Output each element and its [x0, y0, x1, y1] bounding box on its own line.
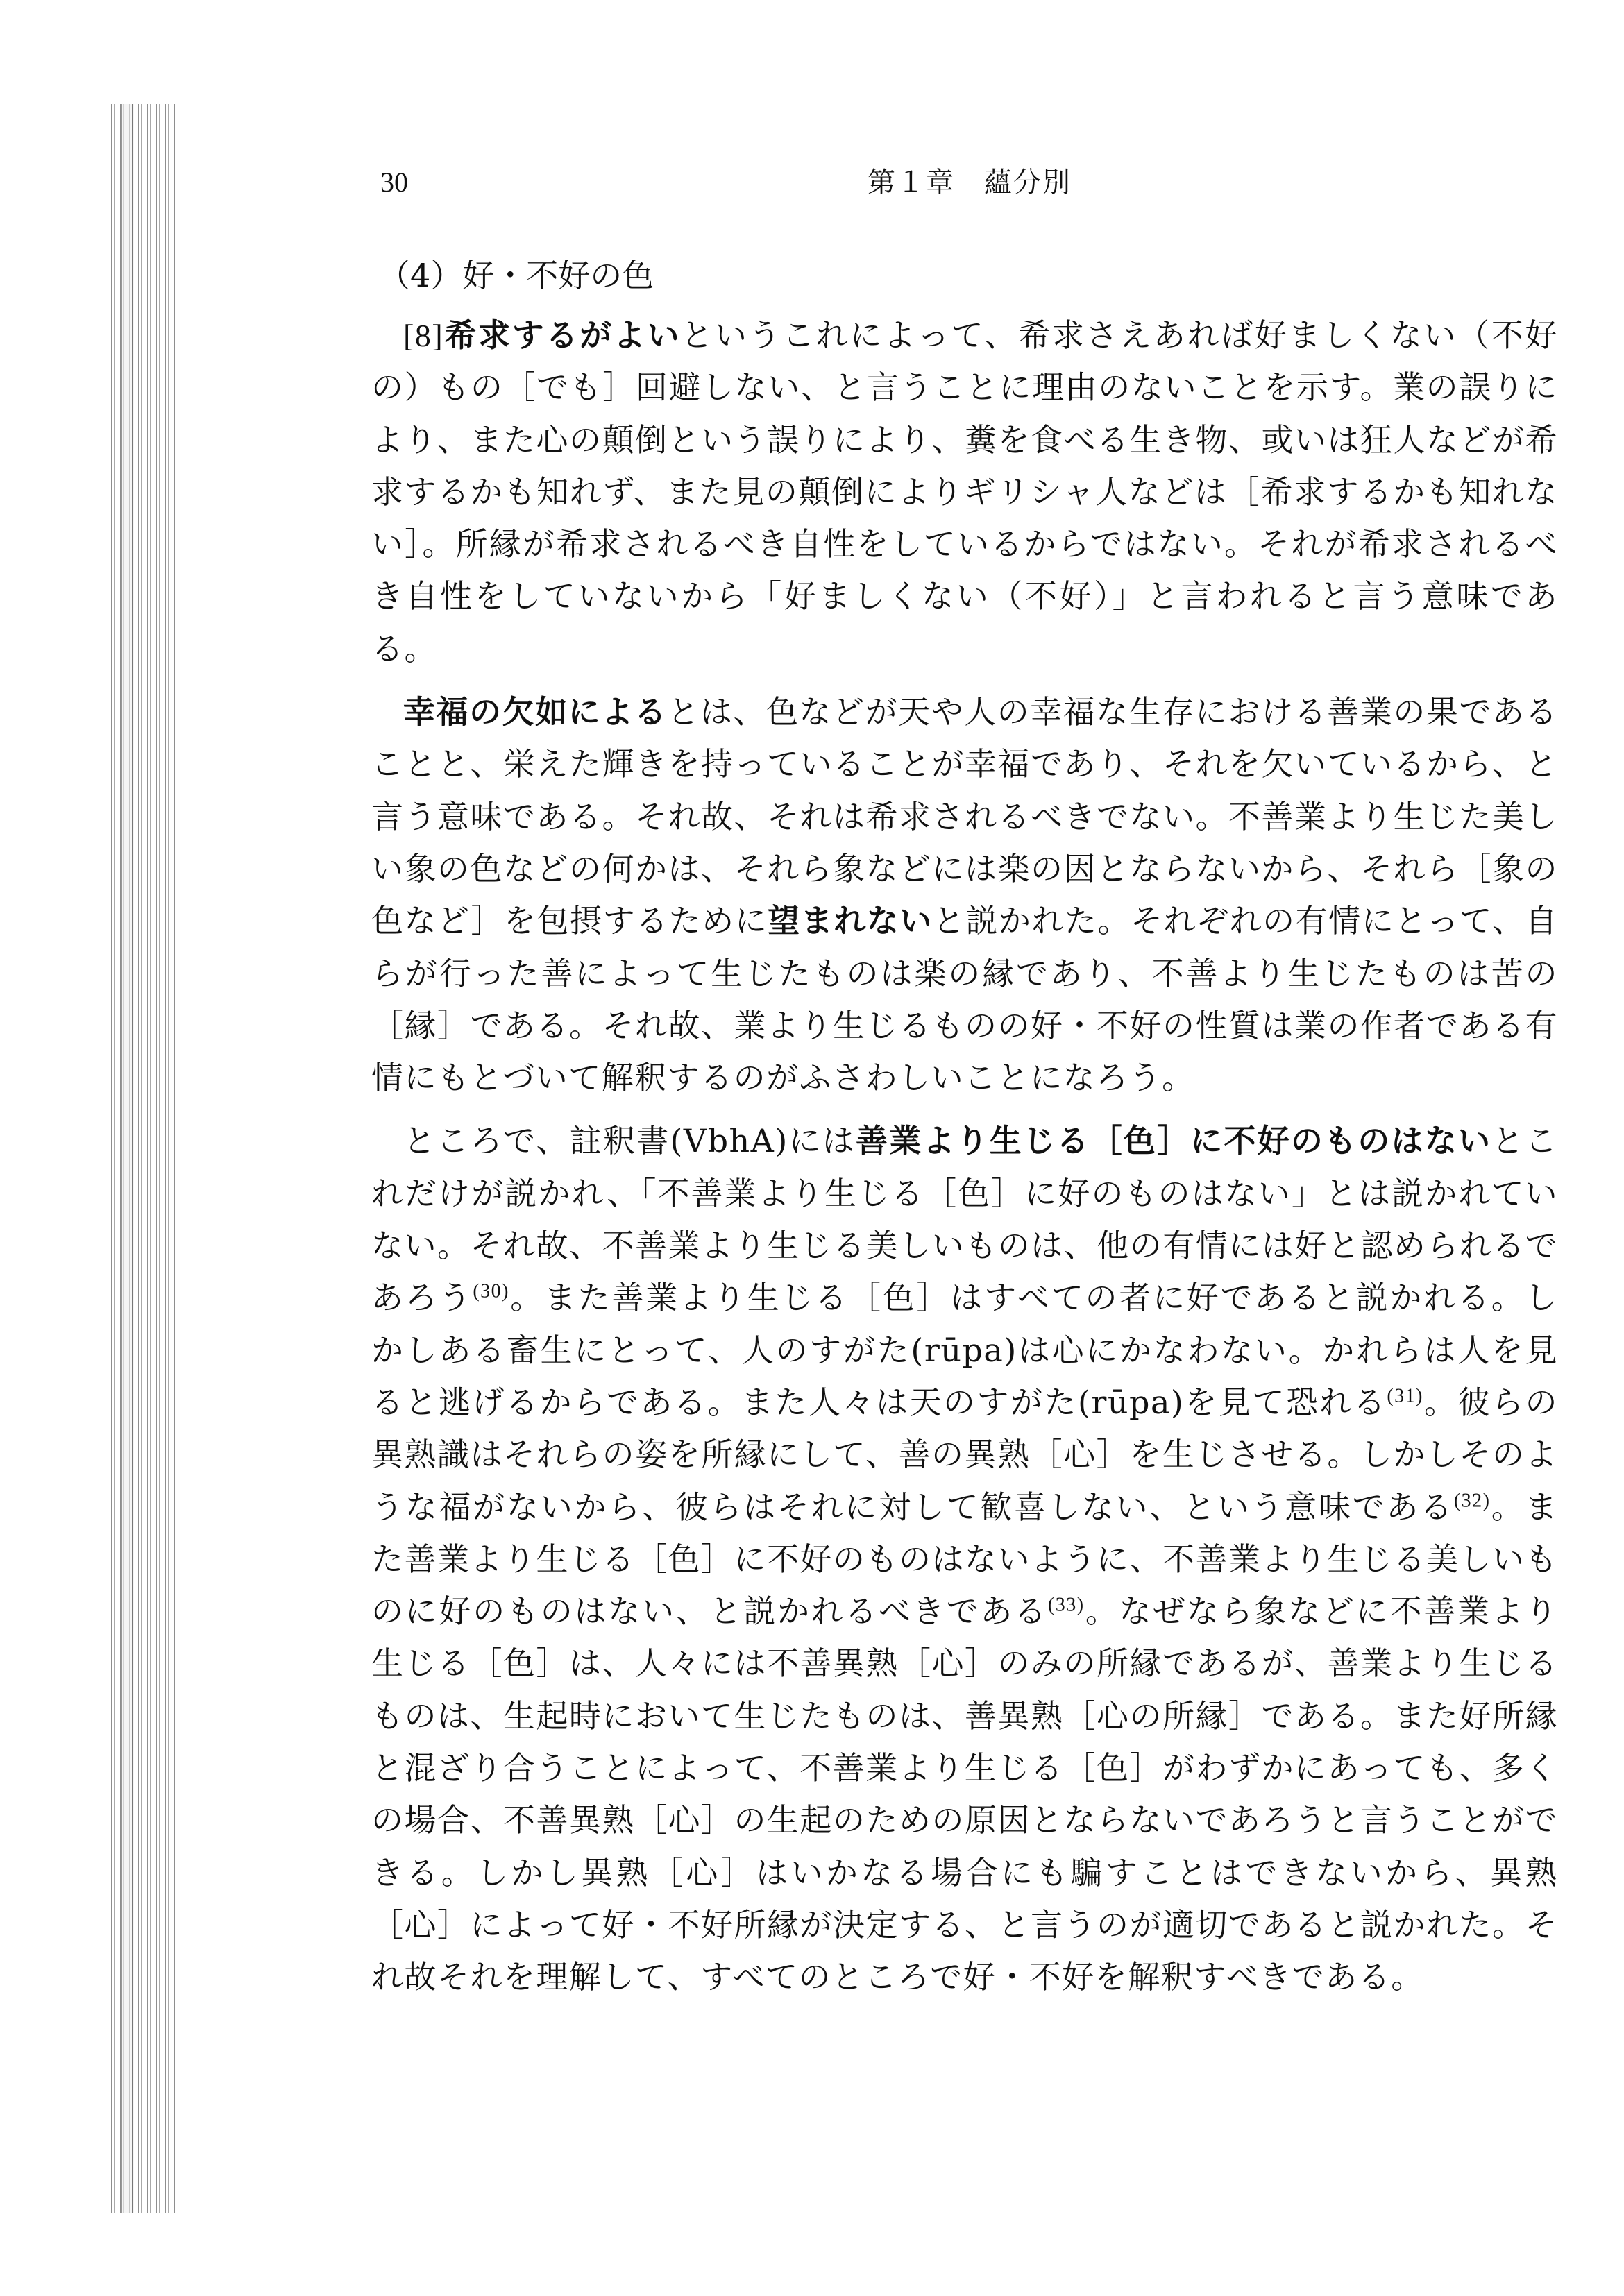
paragraph: [371, 1115, 1558, 2003]
footnote-ref[interactable]: (30): [473, 1281, 509, 1303]
paragraph: [371, 686, 1558, 1104]
paragraph-text: ところで、註釈書(VbhA)には: [403, 1122, 856, 1160]
paragraph: [371, 309, 1558, 675]
page-header: [0, 162, 1624, 210]
paragraph-text: 。また善業より生じる［色］はすべての者に好であると説かれる。しかしある畜生にとって、人のすがた(rūpa)は心にかなわない。かれらは人を見ると逃げるからである。また人々は天のすがた(rūpa)を見て恐れる: [371, 1279, 1558, 1421]
section-heading: （4）好・不好の色: [378, 257, 654, 294]
lemma-bold: 望まれない: [768, 902, 933, 940]
footnote-ref[interactable]: (32): [1453, 1490, 1491, 1512]
lemma-bold: 善業より生じる［色］に不好のものはない: [856, 1122, 1492, 1160]
scan-gutter-shadow: [121, 104, 134, 2213]
footnote-ref[interactable]: (33): [1047, 1594, 1085, 1616]
paragraph-text: 。彼らの異熟識はそれらの姿を所縁にして、善の異熟［心］を生じさせる。しかしそのような福がないから、彼らはそれに対して歓喜しない、という意味である: [371, 1383, 1559, 1526]
paragraph-text: 。なぜなら象などに不善業より生じる［色］は、人々には不善異熟［心］のみの所縁であるが、善業より生じるものは、生起時において生じたものは、善異熟［心の所縁］である。また好所縁と混ざり合うことによって、不善業より生じる［色］がわずかにあっても、多くの場合、不善異熟［心］の生起のための原因とならないであろうと言うことができる。しかし異熟［心］はいかなる場合にも騙すことはできないから、異熟［心］によって好・不好所縁が決定する、と言うのが適切であると説かれた。それ故それを理解して、すべてのところで好・不好を解釈すべきである。: [371, 1592, 1559, 1996]
footnote-ref[interactable]: (31): [1387, 1385, 1424, 1407]
page-number: 30: [380, 167, 408, 198]
paragraph-text: とは、色などが天や人の幸福な生存における善業の果であることと、栄えた輝きを持っていることが幸福であり、それを欠いているから、と言う意味である。それ故、それは希求されるべきでない。不善業より生じた美しい象の色などの何かは、それら象などには楽の因とならないから、それら［象の色など］を包摂するために: [371, 693, 1559, 940]
page-body: [371, 244, 1558, 2004]
running-head: 第１章 蘊分別: [868, 167, 1072, 198]
paragraph-text: とこれだけが説かれ、「不善業より生じる［色］に好のものはない」とは説かれていない。それ故、不善業より生じる美しいものは、他の有情には好と認められるであろう: [371, 1122, 1559, 1317]
paragraph-text: 。また善業より生じる［色］に不好のものはないように、不善業より生じる美しいものに好のものはない、と説かれるべきである: [371, 1488, 1559, 1631]
paragraph-text: というこれによって、希求さえあれば好ましくない（不好の）もの［でも］回避しない、と言うことに理由のないことを示す。業の誤りにより、また心の顛倒という誤りにより、糞を食べる生き物、或いは狂人などが希求するかも知れず、また見の顛倒によりギリシャ人などは［希求するかも知れない］。所縁が希求されるべき自性をしているからではない。それが希求されるべき自性をしていないから「好ましくない（不好）」と言われると言う意味である。: [371, 316, 1558, 667]
lemma-bold: 希求するがよい: [443, 316, 682, 354]
paragraph-text: と説かれた。それぞれの有情にとって、自らが行った善によって生じたものは楽の縁であり、不善より生じたものは苦の［縁］である。それ故、業より生じるものの好・不好の性質は業の作者である有情にもとづいて解釈するのがふさわしいことになろう。: [371, 902, 1559, 1097]
lemma-bold: 幸福の欠如による: [403, 693, 668, 731]
scan-gutter-decoration: [103, 104, 176, 2213]
paragraph-number: [8]: [403, 318, 444, 353]
